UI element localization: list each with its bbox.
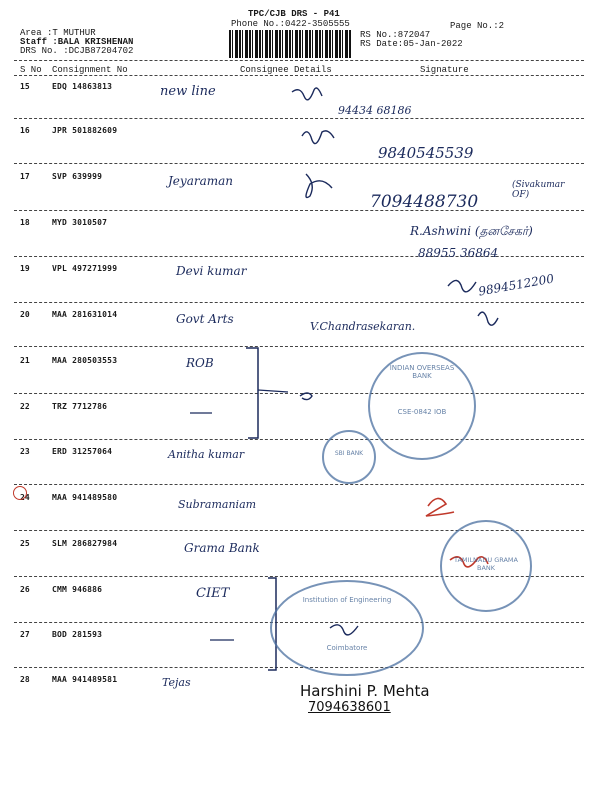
- row-27-consignment: BOD 281593: [52, 630, 103, 639]
- row-23-sno: 23: [20, 447, 30, 456]
- bank-stamp: SBI BANK: [322, 430, 376, 484]
- row-25-sno: 25: [20, 539, 30, 548]
- row-16-consignment: JPR 501882609: [52, 126, 118, 135]
- handwritten-signature: V.Chandrasekaran.: [310, 320, 416, 333]
- handwritten-phone: 7094488730: [370, 192, 479, 212]
- column-signature: Signature: [420, 65, 469, 75]
- row-20-sno: 20: [20, 310, 30, 319]
- phone-number: Phone No.:0422-3505555: [231, 19, 350, 29]
- area-label: Area :T MUTHUR: [20, 28, 96, 38]
- row-26-sno: 26: [20, 585, 30, 594]
- handwritten-phone: 7094638601: [308, 700, 391, 715]
- handwritten-phone: 94434 68186: [338, 104, 412, 117]
- handwritten-consignee: CIET: [196, 586, 230, 601]
- row-27-sno: 27: [20, 630, 30, 639]
- handwritten-consignee: Subramaniam: [178, 498, 257, 511]
- row-23-consignment: ERD 31257064: [52, 447, 113, 456]
- column-sno: S No: [20, 65, 42, 75]
- row-26-consignment: CMM 946886: [52, 585, 103, 594]
- handwritten-signature: Harshini P. Mehta: [300, 682, 430, 700]
- grama-bank-stamp: TAMILNADU GRAMA BANK: [440, 520, 532, 612]
- row-24-consignment: MAA 941489580: [52, 493, 118, 502]
- row-18-sno: 18: [20, 218, 30, 227]
- row-24-sno: 24: [20, 493, 30, 502]
- column-consignee: Consignee Details: [240, 65, 332, 75]
- handwritten-phone: 88955 36864: [418, 246, 499, 260]
- handwritten-consignee: Grama Bank: [184, 541, 260, 555]
- row-21-sno: 21: [20, 356, 30, 365]
- handwritten-signature: R.Ashwini (தனசேகர்): [410, 224, 533, 238]
- row-28-sno: 28: [20, 675, 30, 684]
- row-20-consignment: MAA 281631014: [52, 310, 118, 319]
- institution-stamp: Institution of Engineering Coimbatore: [270, 580, 424, 676]
- row-17-sno: 17: [20, 172, 30, 181]
- row-15-sno: 15: [20, 82, 30, 91]
- row-18-consignment: MYD 3010507: [52, 218, 108, 227]
- row-16-sno: 16: [20, 126, 30, 135]
- handwritten-note: (Sivakumar OF): [512, 180, 565, 200]
- indian-overseas-bank-stamp: INDIAN OVERSEAS BANK CSE-0842 IOB: [368, 352, 476, 460]
- document-title: TPC/CJB DRS - P41: [248, 9, 340, 19]
- handwritten-consignee: Jeyaraman: [168, 174, 233, 188]
- row-22-sno: 22: [20, 402, 30, 411]
- handwritten-consignee: ROB: [186, 356, 214, 370]
- row-19-sno: 19: [20, 264, 30, 273]
- handwritten-phone: 9894512200: [477, 271, 555, 299]
- handwritten-consignee: Tejas: [162, 676, 191, 689]
- handwritten-consignee: new line: [160, 84, 216, 99]
- staff-label: Staff :BALA KRISHENAN: [20, 37, 134, 47]
- page-number: Page No.:2: [450, 21, 505, 31]
- column-consignment: Consignment No: [52, 65, 128, 75]
- row-15-consignment: EDQ 14863813: [52, 82, 113, 91]
- row-21-consignment: MAA 280503553: [52, 356, 118, 365]
- row-17-consignment: SVP 639999: [52, 172, 103, 181]
- handwritten-consignee: Govt Arts: [176, 312, 234, 326]
- drs-number: DRS No. :DCJB87204702: [20, 46, 134, 56]
- handwritten-phone: 9840545539: [378, 144, 474, 162]
- row-19-consignment: VPL 497271999: [52, 264, 118, 273]
- row-22-consignment: TRZ 7712786: [52, 402, 108, 411]
- row-28-consignment: MAA 941489581: [52, 675, 118, 684]
- handwritten-consignee: Devi kumar: [176, 264, 247, 278]
- rs-number: RS No.:872047: [360, 30, 431, 40]
- handwritten-consignee: Anitha kumar: [168, 448, 245, 461]
- row-25-consignment: SLM 286827984: [52, 539, 118, 548]
- rs-date: RS Date:05-Jan-2022: [360, 39, 463, 49]
